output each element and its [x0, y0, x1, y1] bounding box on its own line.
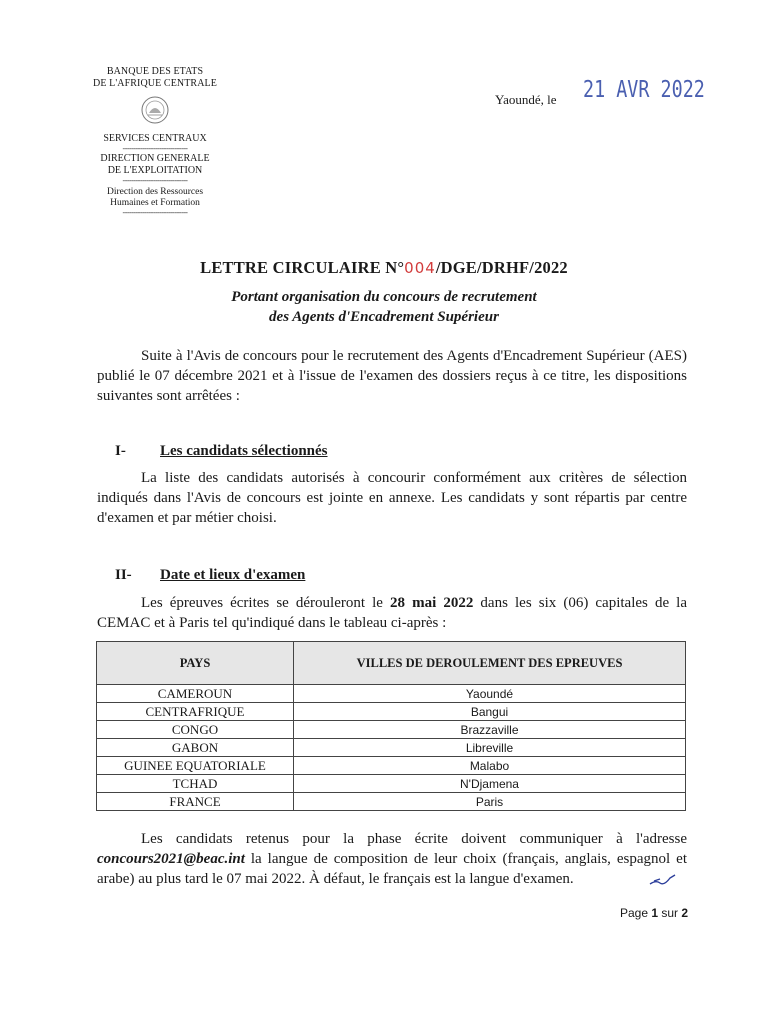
contact-email: concours2021@beac.int — [97, 851, 245, 867]
section-1-title: Les candidats sélectionnés — [160, 443, 328, 459]
city-cell: Libreville — [294, 739, 686, 757]
closing-text-after: la langue de composition de leur choix (français, anglais, espagnol et arabe) au plus tard le 07 mai 2022. À défaut, le français est la langue d'examen. — [97, 851, 687, 887]
city-cell: N'Djamena — [294, 775, 686, 793]
separator: ------------------------------ — [122, 208, 188, 217]
section-2-text-after: dans les six (06) capitales de la CEMAC et à Paris tel qu'indiqué dans le tableau ci-après : — [97, 595, 687, 631]
page-label: Page — [620, 906, 652, 920]
city-cell: Paris — [294, 793, 686, 811]
country-cell: GABON — [97, 739, 294, 757]
intro-paragraph: Suite à l'Avis de concours pour le recrutement des Agents d'Encadrement Supérieur (AES) publié le 07 décembre 2021 et à l'issue de l'examen des dossiers reçus à ce titre, les dispositions suivantes sont arrêtées : — [97, 348, 687, 404]
table-row — [97, 739, 686, 757]
current-page: 1 — [651, 906, 659, 920]
services-label: SERVICES CENTRAUX — [103, 133, 207, 144]
country-cell: CONGO — [97, 721, 294, 739]
table-row — [97, 793, 686, 811]
table-row — [97, 757, 686, 775]
city-cell: Brazzaville — [294, 721, 686, 739]
table-header-row — [97, 642, 686, 685]
section-2-heading — [115, 567, 305, 584]
table-row — [97, 703, 686, 721]
title-number: 004 — [404, 259, 436, 277]
date-stamp: 21 AVR 2022 — [583, 77, 705, 103]
direction-line2: DE L'EXPLOITATION — [107, 165, 203, 176]
title-suffix: /DGE/DRHF/2022 — [435, 258, 568, 277]
country-cell: CENTRAFRIQUE — [97, 703, 294, 721]
table-row — [97, 775, 686, 793]
title-prefix: LETTRE CIRCULAIRE N° — [200, 258, 405, 277]
country-cell: TCHAD — [97, 775, 294, 793]
section-2-paragraph — [97, 593, 687, 633]
city-cell: Malabo — [294, 757, 686, 775]
of-label: sur — [658, 906, 682, 920]
country-cell: FRANCE — [97, 793, 294, 811]
date-place: Yaoundé, le — [495, 92, 557, 107]
sub-direction-line1: Direction des Ressources — [106, 187, 204, 197]
total-pages: 2 — [681, 906, 689, 920]
bank-name-line1: BANQUE DES ETATS — [106, 66, 204, 77]
section-1-heading — [115, 443, 328, 460]
section-2-title: Date et lieux d'examen — [160, 567, 306, 583]
subtitle-line1: Portant organisation du concours de recrutement — [231, 289, 537, 305]
exam-locations-table — [96, 641, 686, 811]
column-header-country: PAYS — [97, 642, 294, 685]
column-header-city: VILLES DE DEROULEMENT DES EPREUVES — [294, 642, 686, 685]
closing-paragraph — [97, 829, 687, 889]
initials-signature-icon — [648, 870, 678, 890]
separator: ------------------------------ — [122, 176, 188, 185]
table-row — [97, 685, 686, 703]
country-cell: CAMEROUN — [97, 685, 294, 703]
country-cell: GUINEE EQUATORIALE — [97, 757, 294, 775]
letterhead — [80, 66, 230, 217]
sub-direction-line2: Humaines et Formation — [110, 198, 200, 208]
section-2-number: II- — [115, 567, 132, 583]
bank-name-line2: DE L'AFRIQUE CENTRALE — [93, 78, 217, 89]
subtitle-line2: des Agents d'Encadrement Supérieur — [269, 309, 499, 325]
separator: ------------------------------ — [122, 144, 188, 153]
section-1-number: I- — [115, 443, 126, 459]
section-2-text-before: Les épreuves écrites se dérouleront le — [141, 595, 391, 611]
city-cell: Bangui — [294, 703, 686, 721]
exam-date: 28 mai 2022 — [390, 595, 474, 611]
beac-logo-icon — [140, 95, 170, 125]
direction-line1: DIRECTION GENERALE — [100, 153, 210, 164]
closing-text-before: Les candidats retenus pour la phase écrite doivent communiquer à l'adresse — [141, 831, 687, 847]
section-1-paragraph: La liste des candidats autorisés à concourir conformément aux critères de sélection indiqués dans l'Avis de concours est jointe en annexe. Les candidats y sont répartis par centre d'examen et par métier choisi. — [97, 470, 687, 526]
table-row — [97, 721, 686, 739]
letter-title — [0, 258, 768, 278]
page-number — [620, 906, 688, 920]
city-cell: Yaoundé — [294, 685, 686, 703]
